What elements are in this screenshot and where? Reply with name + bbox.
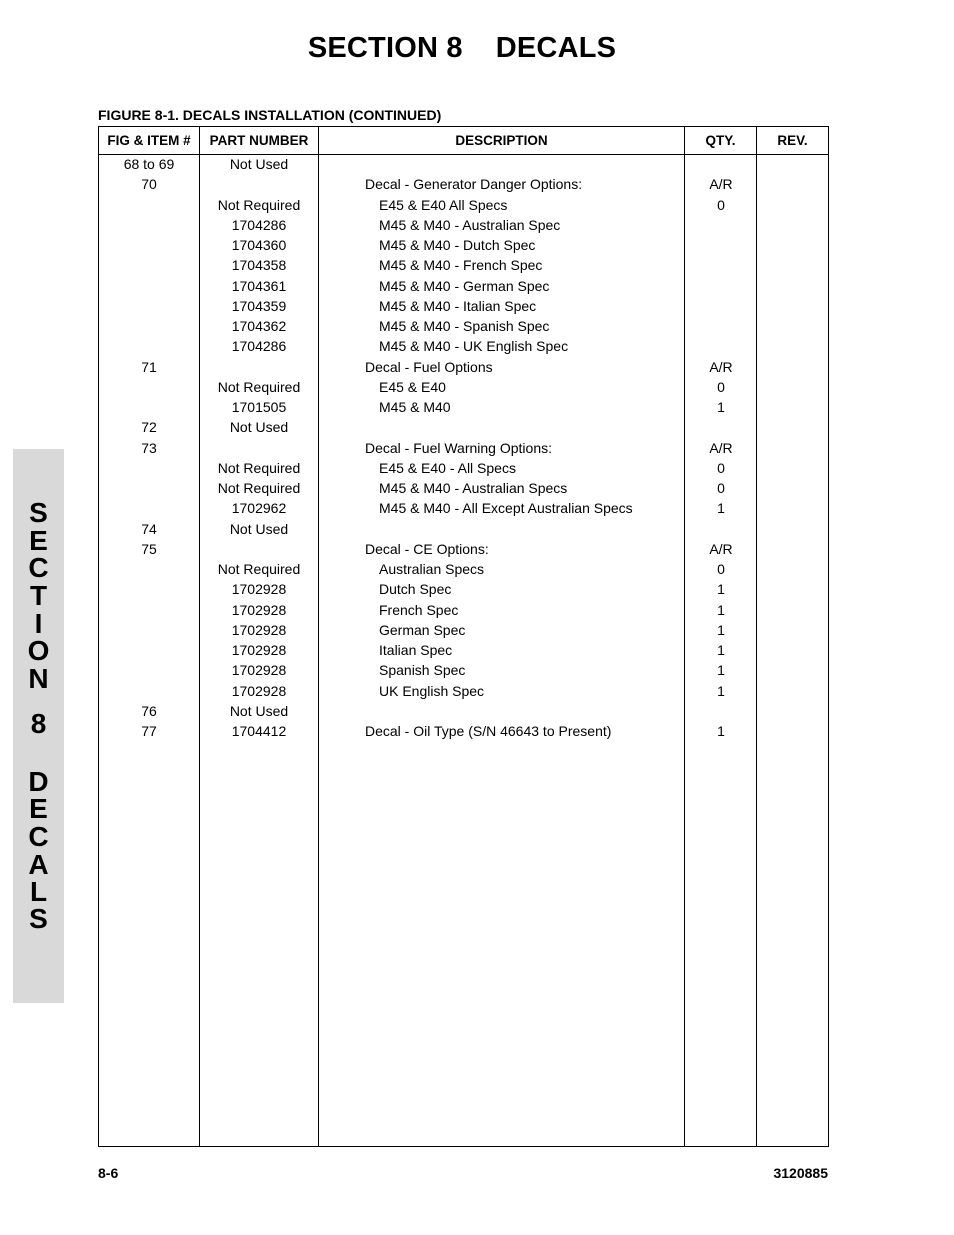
qty-cell: 1 (717, 621, 725, 638)
qty-cell: A/R (709, 176, 733, 193)
table-row (99, 539, 828, 559)
side-tab-letter: I (34, 608, 43, 639)
description-cell: M45 & M40 (379, 399, 451, 415)
part-number-cell: Not Required (217, 378, 301, 395)
table-row (99, 235, 828, 255)
description-cell: German Spec (379, 621, 466, 638)
description-cell: M45 & M40 - Australian Spec (379, 216, 561, 233)
side-tab-letter: C (28, 821, 49, 852)
table-row (99, 336, 828, 356)
table-row (99, 498, 828, 518)
part-number-cell: Not Required (217, 459, 301, 476)
part-number-cell: 1702928 (231, 662, 287, 679)
description-cell: Decal - CE Options: (365, 540, 489, 557)
qty-cell: A/R (709, 439, 733, 456)
description-cell: E45 & E40 All Specs (379, 196, 508, 213)
table-row (99, 620, 828, 640)
header-fig-item: FIG & ITEM # (107, 133, 191, 148)
table-row (99, 478, 828, 498)
side-tab-letter: C (28, 552, 49, 583)
table-row (99, 377, 828, 397)
table-row (99, 519, 828, 539)
qty-cell: 0 (717, 459, 725, 476)
description-cell: Decal - Fuel Options (365, 358, 493, 375)
description-cell: M45 & M40 - UK English Spec (379, 338, 569, 355)
side-tab-letter: T (29, 580, 48, 611)
figure-title: FIGURE 8-1. DECALS INSTALLATION (CONTINUED) (98, 107, 442, 123)
header-part-number: PART NUMBER (209, 133, 309, 148)
part-number-cell: 1702928 (231, 642, 287, 658)
table-row (99, 296, 828, 316)
table-row (99, 701, 828, 721)
table-row (99, 215, 828, 235)
description-cell: Australian Specs (379, 561, 485, 577)
qty-cell: 1 (717, 682, 725, 699)
qty-cell: 1 (717, 723, 725, 739)
description-cell: M45 & M40 - Dutch Spec (379, 237, 536, 253)
side-tab-letter: S (29, 497, 48, 528)
part-number-cell: 1704358 (231, 257, 287, 274)
part-number-cell: 1704286 (231, 338, 287, 355)
table-row (99, 458, 828, 478)
table-row (99, 417, 828, 437)
fig-item-cell: 76 (141, 702, 157, 719)
header-rev: REV. (777, 133, 808, 148)
part-number-cell: Not Required (217, 561, 301, 577)
side-tab-letter: E (29, 793, 48, 824)
description-cell: Decal - Fuel Warning Options: (365, 439, 552, 456)
qty-cell: A/R (709, 540, 733, 557)
table-row (99, 276, 828, 296)
part-number-cell: 1702962 (231, 500, 287, 517)
qty-cell: 0 (717, 196, 725, 213)
qty-cell: 0 (717, 480, 725, 496)
description-cell: M45 & M40 - All Except Australian Specs (379, 500, 633, 517)
doc-number: 3120885 (773, 1165, 828, 1181)
qty-cell: 1 (717, 500, 725, 517)
description-cell: M45 & M40 - German Spec (379, 277, 550, 294)
table-row (99, 397, 828, 417)
description-cell: M45 & M40 - French Spec (379, 257, 543, 274)
table-row (99, 721, 828, 741)
side-tab-letter: A (28, 849, 49, 880)
description-cell: M45 & M40 - Italian Spec (379, 297, 537, 314)
parts-table (98, 126, 829, 1147)
part-number-cell: Not Used (229, 520, 289, 537)
table-row (99, 255, 828, 275)
table-row (99, 600, 828, 620)
table-row (99, 640, 828, 660)
description-cell: Decal - Generator Danger Options: (365, 176, 583, 193)
description-cell: UK English Spec (379, 682, 485, 699)
qty-cell: A/R (709, 358, 733, 375)
fig-item-cell: 75 (141, 540, 157, 557)
section-side-tab (13, 449, 64, 1003)
table-row (99, 559, 828, 579)
qty-cell: 0 (717, 561, 725, 577)
table-row (99, 195, 828, 215)
part-number-cell: Not Required (217, 480, 301, 496)
side-tab-letter: N (28, 663, 49, 694)
page-title: SECTION 8 DECALS (307, 32, 617, 64)
fig-item-cell: 72 (141, 419, 157, 436)
description-cell: French Spec (379, 601, 459, 618)
table-row (99, 316, 828, 336)
qty-cell: 1 (717, 581, 725, 598)
side-tab-letter: 8 (30, 708, 47, 739)
part-number-cell: Not Used (229, 419, 289, 436)
side-tab-letter: D (28, 766, 49, 797)
part-number-cell: 1704362 (231, 318, 287, 334)
qty-cell: 1 (717, 399, 725, 415)
table-row (99, 438, 828, 458)
description-cell: Spanish Spec (379, 662, 466, 679)
fig-item-cell: 70 (141, 176, 157, 193)
part-number-cell: 1702928 (231, 621, 287, 638)
fig-item-cell: 73 (141, 439, 157, 456)
description-cell: M45 & M40 - Australian Specs (379, 480, 568, 496)
part-number-cell: Not Used (229, 702, 289, 719)
part-number-cell: Not Required (217, 196, 301, 213)
table-row (99, 154, 828, 174)
fig-item-cell: 74 (141, 520, 157, 537)
description-cell: Decal - Oil Type (S/N 46643 to Present) (365, 723, 612, 739)
description-cell: Italian Spec (379, 642, 453, 658)
description-cell: E45 & E40 (379, 378, 446, 395)
part-number-cell: 1704412 (231, 723, 287, 739)
side-tab-letter: E (29, 525, 48, 556)
fig-item-cell: 71 (141, 358, 157, 375)
side-tab-letter: S (29, 903, 48, 934)
table-row (99, 681, 828, 701)
part-number-cell: 1702928 (231, 601, 287, 618)
fig-item-cell: 77 (141, 723, 157, 739)
description-cell: Dutch Spec (379, 581, 452, 598)
qty-cell: 1 (717, 642, 725, 658)
part-number-cell: 1704360 (231, 237, 287, 253)
part-number-cell: 1704359 (231, 297, 287, 314)
table-row (99, 579, 828, 599)
description-cell: E45 & E40 - All Specs (379, 459, 516, 476)
header-description: DESCRIPTION (455, 133, 548, 148)
qty-cell: 0 (717, 378, 725, 395)
fig-item-cell: 68 to 69 (123, 156, 175, 172)
description-cell: M45 & M40 - Spanish Spec (379, 318, 550, 334)
part-number-cell: 1702928 (231, 581, 287, 598)
part-number-cell: 1704286 (231, 216, 287, 233)
page-number: 8-6 (98, 1165, 119, 1181)
part-number-cell: 1704361 (231, 277, 287, 294)
part-number-cell: 1702928 (231, 682, 287, 699)
table-row (99, 660, 828, 680)
table-row (99, 357, 828, 377)
qty-cell: 1 (717, 662, 725, 679)
side-tab-letter: O (27, 635, 50, 666)
qty-cell: 1 (717, 601, 725, 618)
header-qty: QTY. (705, 133, 736, 148)
part-number-cell: 1701505 (231, 399, 287, 415)
part-number-cell: Not Used (229, 156, 289, 172)
table-row (99, 174, 828, 194)
side-tab-letter: L (29, 876, 48, 907)
